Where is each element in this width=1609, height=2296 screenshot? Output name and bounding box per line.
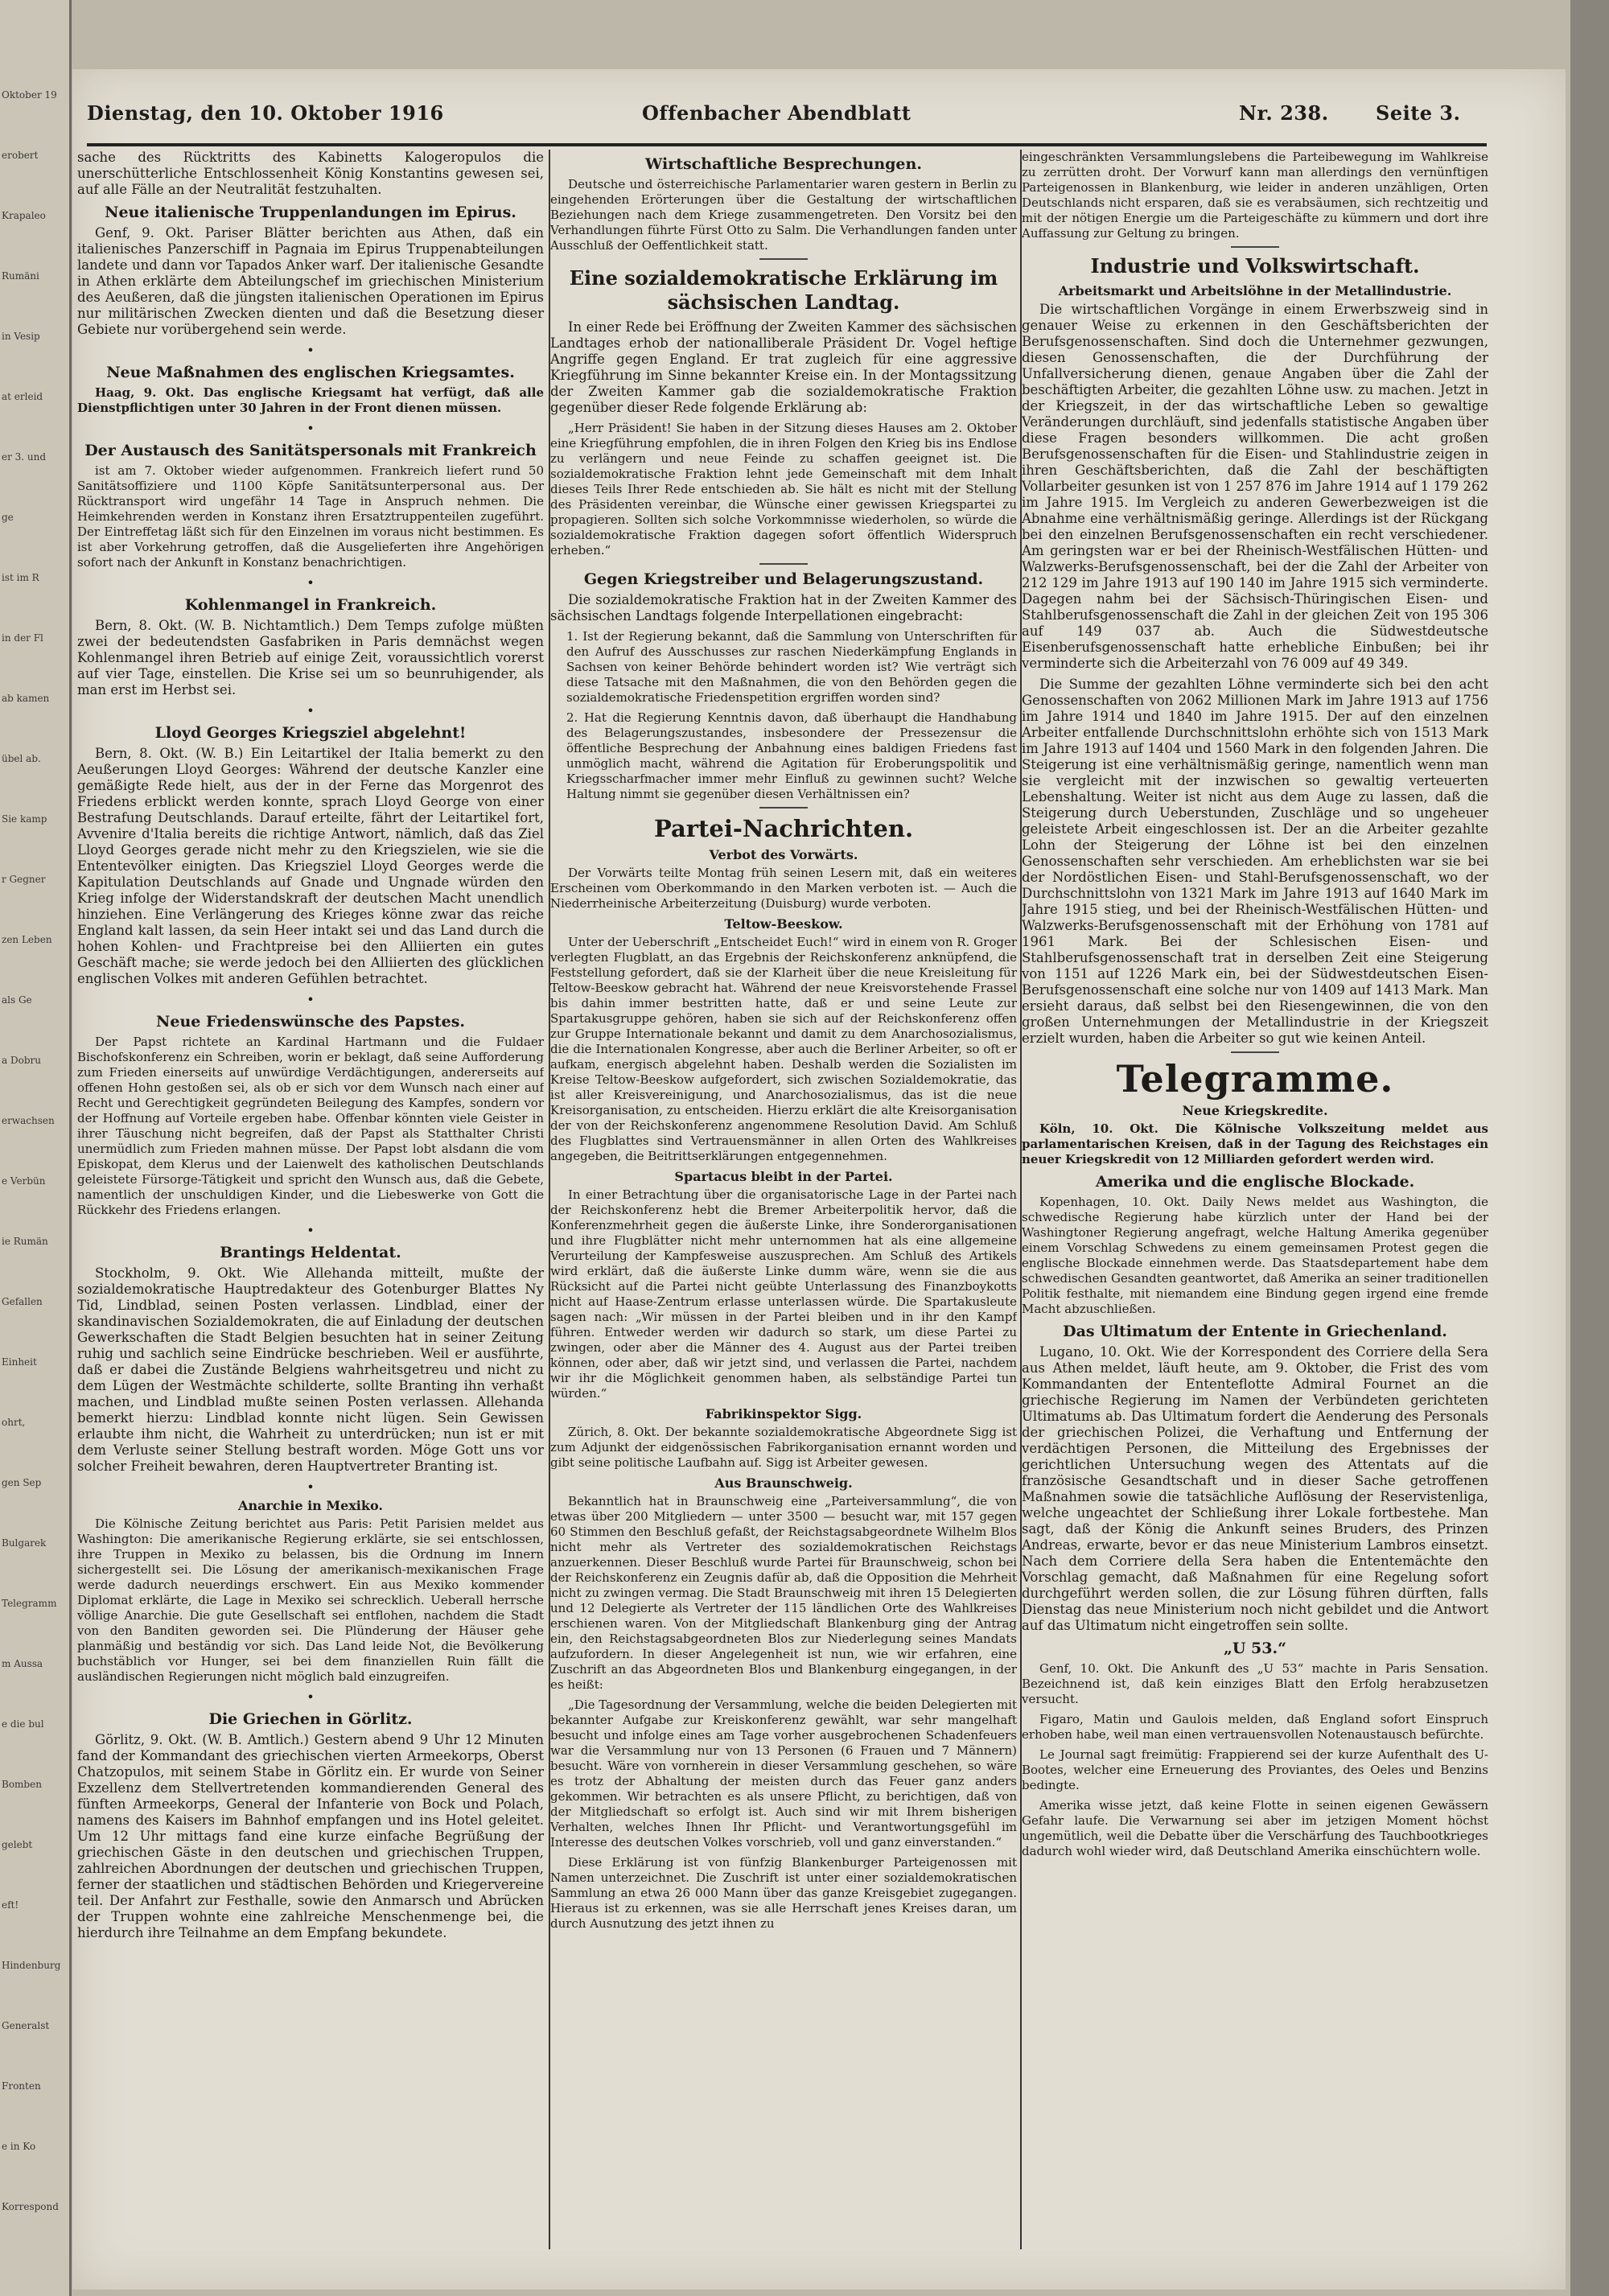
separator-mark: • xyxy=(307,992,315,1007)
adjacent-page-fragment: ab kamen xyxy=(2,693,50,704)
headline-sozialdemokratische-erklaerung: Eine sozialdemokratische Erklärung im sächsischen Landtag. xyxy=(569,266,998,314)
adjacent-page-fragment: Gefallen xyxy=(2,1296,43,1307)
column-1 xyxy=(77,150,544,2249)
adjacent-page-fragment: Bomben xyxy=(2,1779,42,1790)
subhead-vorwaerts: Verbot des Vorwärts. xyxy=(709,847,858,862)
article-sigg: Zürich, 8. Okt. Der bekannte sozialdemokratische Abgeordnete Sigg ist zum Adjunkt der eidgenössischen Fabrikorganisation ernannt worden und gibt seine politische Laufbahn auf. Sigg ist Arbeiter gewesen. xyxy=(550,1425,1017,1470)
adjacent-page-fragment: er 3. und xyxy=(2,451,47,463)
subhead-spartacus: Spartacus bleibt in der Partei. xyxy=(674,1169,893,1184)
adjacent-page-fragment: in der Fl xyxy=(2,632,43,644)
separator-mark: • xyxy=(307,421,315,436)
quote-braunschweig: „Die Tagesordnung der Versammlung, welche die beiden Delegierten mit bekannter Aufgabe zur Kreiskonferenz gewählt, war sehr mangelhaft besucht und infolge eines am Tage vorher ausgebrochenen Schadenfeuers war die Versammlung nur von 13 Personen (6 Frauen und 7 Männern) besucht. Wäre von vornherein in dieser Versammlung geschehen, so wäre es trotz der Abhaltung der meisten durch das Feuer ganz anders gekommen. Wir betrachten es als unsere Pflicht, zu berichtigen, daß von der Mitgliedschaft so erfolgt ist. Auch sind wir mit Ihrem bisherigen Verhalten, welches Ihnen Ihr Pflicht- und Verantwortungsgefühl im Interesse des deutschen Volkes vorschrieb, voll und ganz einverstanden.“ xyxy=(550,1697,1017,1850)
adjacent-page-fragment: Sie kamp xyxy=(2,813,47,825)
separator-rule xyxy=(1231,1051,1279,1053)
article-branting: Stockholm, 9. Okt. Wie Allehanda mitteilt, mußte der sozialdemokratische Hauptredakteur des Gotenburger Blattes Ny Tid, Lindblad, seinen Posten verlassen. Lindblad, einer der skandinavischen Sozialdemokraten, die auf Einladung der deutschen Gewerkschaften die Stadt Belgien besuchten hat in seiner Zeitung ruhig und sachlich seine Eindrücke beschrieben. Weil er ausführte, daß er dabei die Zustände Belgiens wahrheitsgetreu und nicht zu dem Lügen der Westmächte schilderte, sollte Branting ihn verhaßt machen, und Lindblad mußte seinen Posten verlassen. Allehanda bemerkt hierzu: Lindblad konnte nicht lügen. Sein Gewissen erlaubte ihm nicht, die Wahrheit zu unterdrücken; nun ist er mit dem Verluste seiner Stellung bestraft worden. Möge Gott uns vor solcher Freiheit bewahren, deren Hauptvertreter Branting ist. xyxy=(77,1265,544,1474)
article-sozialdemokratische-erklaerung: In einer Rede bei Eröffnung der Zweiten Kammer des sächsischen Landtages erhob der nationalliberale Präsident Dr. Vogel heftige Angriffe gegen England. Er trat zugleich für eine aggressive Kriegführung im Sinne bekannter Kreise ein. In der Montagssitzung der Zweiten Kammer gab die sozialdemokratische Fraktion gegenüber dieser Rede folgende Erklärung ab: xyxy=(550,319,1017,415)
adjacent-page-fragment: erwachsen xyxy=(2,1115,55,1126)
headline-branting: Brantings Heldentat. xyxy=(220,1244,401,1261)
section-partei-nachrichten: Partei-Nachrichten. xyxy=(653,815,914,842)
adjacent-page-fragment: ie Rumän xyxy=(2,1236,48,1247)
adjacent-page-fragment: Oktober 19 xyxy=(2,89,57,101)
article-u53-3: Le Journal sagt freimütig: Frappierend sei der kurze Aufenthalt des U-Bootes, welcher eine Erneuerung des Proviantes, des Oeles und Benzins bedingte. xyxy=(1022,1747,1488,1792)
article-blockade: Kopenhagen, 10. Okt. Daily News meldet aus Washington, die schwedische Regierung habe kürzlich unter der Hand bei der Washingtoner Regierung angefragt, welche Haltung Amerika gegenüber einem Vorschlag Schwedens zu einem gemeinsamen Protest gegen die englische Blockade einnehmen werde. Das Staatsdepartement habe dem schwedischen Gesandten geantwortet, daß Amerika an seiner traditionellen Politik festhalte, mit niemandem eine Bindung gegen irgend eine fremde Macht abzuschließen. xyxy=(1022,1195,1488,1316)
subhead-kriegskredite: Neue Kriegskredite. xyxy=(1182,1103,1328,1118)
article-spartacus: In einer Betrachtung über die organisatorische Lage in der Partei nach der Reichskonferenz hebt die Bremer Arbeiterpolitik hervor, daß die Konferenzmehrheit gegen die äußerste Linke, ihre Sonderorganisationen und ihre Flugblätter nicht mehr unternommen hat als eine allgemeine Verurteilung der Kampfesweise auszusprechen. Am Schluß des Artikels wird erklärt, daß die äußerste Linke dumm wäre, wenn sie die aus Rücksicht auf die Partei nicht geübte Unterlassung des Finanzboykotts nicht auf Haase-Zentrum erlasse unterlassen würde. Die Spartakusleute sagen nach: „Wir müssen in der Partei bleiben und in ihr den Kampf führen. Entweder werden wir dadurch so stark, um diese Partei zu zwingen, oder aber die Männer des 4. August aus der Partei treiben können, oder aber, daß wir jetzt sind, und verlassen die Partei, nachdem wir ihr die Möglichkeit genommen haben, als selbständige Partei tun würden.“ xyxy=(550,1187,1017,1401)
page-number: Seite 3. xyxy=(1376,101,1461,125)
adjacent-page-fragment: Krapaleo xyxy=(2,210,46,221)
adjacent-page-fragment: zen Leben xyxy=(2,934,52,945)
article-ultimatum: Lugano, 10. Okt. Wie der Korrespondent des Corriere della Sera aus Athen meldet, läuft heute, am 9. Oktober, die Frist des vom Kommandanten der Ententeflotte Admiral Fournet an die griechische Regierung im Namen der Verbündeten gerichteten Ultimatums ab. Das Ultimatum fordert die Aenderung des Personals der griechischen Polizei, die Verhaftung und Entfernung der verdächtigen Personen, die Mitteilung des Ergebnisses der gerichtlichen Untersuchung wegen des Attentats auf die französische Gesandtschaft und in dieser Sache getroffenen Maßnahmen sowie die tatsächliche Auflösung der Reservistenliga, welche ungeachtet der Schließung ihrer Lokale fortbestehe. Man sagt, daß der König die Ankunft seines Bruders, des Prinzen Andreas, erwarte, bevor er das neue Ministerium Lambros einsetzt. Nach dem Corriere della Sera haben die Ententemächte den Vorschlag gemacht, daß Maßnahmen für eine Regelung sofort durchgeführt werden sollen, die zur Lösung führen dürften, falls Dienstag das neue Ministerium noch nicht gebildet und die Antwort auf das Ultimatum nicht eingetroffen sein sollte. xyxy=(1022,1344,1488,1633)
article-teltow-beeskow: Unter der Ueberschrift „Entscheidet Euch!“ wird in einem von R. Groger verlegten Flugblatt, an das Ergebnis der Reichskonferenz anknüpfend, die Feststellung gefordert, daß sie der Klarheit über die neue Kreisleitung für Teltow-Beeskow gebracht hat. Während der neue Kreisvorstehende Frassel bis dahin immer bestritten hatte, daß er und seine Leute zur Spartakusgruppe gehören, haben sie sich auf der Reichskonferenz offen zur Gruppe Internationale bekannt und damit zu dem Anarchosozialismus, die die Internationalen Kongresse, aber auch die Berliner Arbeiter, so oft er aufkam, energisch abgelehnt haben. Deshalb werden die Sozialisten im Kreise Teltow-Beeskow aufgefordert, sich zwischen Sozialdemokratie, das ist aller Kreisvereinigung, und Anarchosozialismus, das ist die neue Kreisorganisation, zu entscheiden. Hierzu erklärt die alte Kreisorganisation der von der Reichskonferenz angenommene Resolution David. Am Schluß des Flugblattes sind Vertrauensmänner in allen Orten des Wahlkreises angegeben, die Beitrittserklärungen entgegennehmen. xyxy=(550,935,1017,1163)
article-metallindustrie-1: Die wirtschaftlichen Vorgänge in einem Erwerbszweig sind in genauer Weise zu erkennen in den Geschäftsberichten der Berufsgenossenschaften. Sind doch die Unternehmer gezwungen, diesen Genossenschaften, die der Durchführung der Unfallversicherung dienen, genaue Angaben über die Zahl der beschäftigten Arbeiter, die gezahlten Löhne usw. zu machen. Jetzt in der Kriegszeit, in der das wirtschaftliche Leben so gewaltige Veränderungen durchläuft, sind jedenfalls statistische Angaben über diese Fragen besonders willkommen. Die acht großen Berufsgenossenschaften für die Eisen- und Stahlindustrie zeigen in ihren Geschäftsberichten, daß die Zahl der beschäftigten Vollarbeiter gesunken ist von 1 257 876 im Jahre 1914 auf 1 179 262 im Jahre 1915. Im Vergleich zu anderen Gewerbezweigen ist die Abnahme eine verhältnismäßig geringe. Allerdings ist der Rückgang bei den einzelnen Berufsgenossenschaften ein recht verschiedener. Am geringsten war er bei der Rheinisch-Westfälischen Hütten- und Walzwerks-Berufsgenossenschaft, bei der die Zahl der Arbeiter von 212 129 im Jahre 1913 auf 190 140 im Jahre 1915 sich verminderte. Dagegen nahm bei der Sächsisch-Thüringischen Eisen- und Stahlberufsgenossenschaft die Zahl in der gleichen Zeit von 195 306 auf 149 037 ab. Auch die Südwestdeutsche Eisenberufsgenossenschaft hatte erhebliche Einbußen; bei ihr verminderte sich die Arbeiterzahl von 76 009 auf 49 349. xyxy=(1022,302,1488,671)
adjacent-page-fragment: ge xyxy=(2,512,14,523)
headline-sanitaetspersonal: Der Austausch des Sanitätspersonals mit Frankreich xyxy=(84,442,537,459)
adjacent-page-fragment: Bulgarek xyxy=(2,1537,47,1549)
separator-mark: • xyxy=(307,1223,315,1238)
article-kohlenmangel: Bern, 8. Okt. (W. B. Nichtamtlich.) Dem Temps zufolge müßten zwei der bedeutendsten Gasfabriken in Paris demnächst wegen Kohlenmangel ihren Betrieb auf einige Zeit, voraussichtlich vorerst auf vier Tage, einstellen. Die Krise sei um so beunruhigender, als man erst im Herbst sei. xyxy=(77,618,544,697)
article-kriegsamt: Haag, 9. Okt. Das englische Kriegsamt hat verfügt, daß alle Dienstpflichtigen unter 30 Jahren in der Front dienen müssen. xyxy=(77,385,544,415)
adjacent-page-fragment: ist im R xyxy=(2,572,39,583)
adjacent-page-fragment: at erleid xyxy=(2,391,43,402)
separator-mark: • xyxy=(307,1689,315,1705)
article-kriegskredite: Köln, 10. Okt. Die Kölnische Volkszeitung meldet aus parlamentarischen Kreisen, daß in der Tagung des Reichstages ein neuer Kriegskredit von 12 Milliarden gefordert werden wird. xyxy=(1022,1121,1488,1167)
article-continuation: eingeschränkten Versammlungslebens die Parteibewegung im Wahlkreise zu zerrütten droht. Der Vorwurf kann man allerdings den vernünftigen Parteigenossen in Blankenburg, wie leider in anderen unzähligen, Orten Deutschlands nicht ersparen, daß sie es verabsäumen, sich rechtzeitig und mit der nötigen Energie um die Parteigeschäfte zu kümmern und dort ihre Auffassung zur Geltung zu bringen. xyxy=(1022,150,1488,241)
adjacent-page-fragment: als Ge xyxy=(2,994,32,1006)
adjacent-page-fragment: in Vesip xyxy=(2,331,40,342)
article-continuation: sache des Rücktritts des Kabinetts Kalogeropulos die unerschütterliche Entschlossenheit König Konstantins gewesen sei, auf alle Fälle an der Neutralität festzuhalten. xyxy=(77,150,544,197)
article-braunschweig: Bekanntlich hat in Braunschweig eine „Parteiversammlung“, die von etwas über 200 Mitgliedern — unter 3500 — besucht war, mit 157 gegen 60 Stimmen den Beschluß gefaßt, der Reichstagsabgeordnete Wilhelm Blos nicht mehr als Vertreter des sozialdemokratischen Reichstags anzuerkennen. Dieser Beschluß wurde Partei für Braunschweig, schon bei der Reichskonferenz ein Zeugnis dafür ab, daß die Opposition die Mehrheit nicht zu zwingen vermag. Die Stadt Braunschweig mit ihren 15 Delegierten und 12 Delegierte als Vertreter der 115 ländlichen Orte des Wahlkreises erschienen waren. Von der Mitgliedschaft Blankenburg ging der Antrag ein, den Reichstagsabgeordneten Blos zur Niederlegung seines Mandats aufzufordern. In dieser Angelegenheit ist nun, wie wir erfahren, eine Zuschrift an das Abgeordneten Blos und Blankenburg eingegangen, in der es heißt: xyxy=(550,1494,1017,1692)
issue-date: Dienstag, den 10. Oktober 1916 xyxy=(87,101,444,125)
subhead-teltow-beeskow: Teltow-Beeskow. xyxy=(724,916,843,932)
adjacent-page-fragment: Generalst xyxy=(2,2020,50,2031)
article-braunschweig-end: Diese Erklärung ist von fünfzig Blankenburger Parteigenossen mit Namen unterzeichnet. Die Zuschrift ist unter einer sozialdemokratischen Sammlung an etwa 26 000 Mann über das ganze Kreisgebiet zugegangen. Hieraus ist zu erkennen, was sie alle Herrschaft jenes Kreises daran, um durch Ausnutzung des jetzt ihnen zu xyxy=(550,1855,1017,1931)
adjacent-page-fragment: gelebt xyxy=(2,1839,33,1850)
separator-rule xyxy=(759,807,808,809)
adjacent-page-fragment: ohrt, xyxy=(2,1417,26,1428)
adjacent-page-fragment: Rumäni xyxy=(2,270,39,282)
article-sanitaetspersonal: ist am 7. Oktober wieder aufgenommen. Frankreich liefert rund 50 Sanitätsoffiziere und 1100 Köpfe Sanitätsunterpersonal aus. Der Rücktransport wird ungefähr 14 Tage in Anspruch nehmen. Die Heimkehrenden werden in Konstanz ihren Ersatztruppenteilen zugeführt. Der Eintreffetag läßt sich für den Einzelnen im voraus nicht bestimmen. Es ist aber Vorkehrung getroffen, daß die Ausgelieferten ihre Angehörigen sofort nach der Ankunft in Konstanz benachrichtigen. xyxy=(77,463,544,570)
headline-kriegstreiber: Gegen Kriegstreiber und Belagerungszustand. xyxy=(583,570,984,588)
masthead xyxy=(87,101,1487,146)
adjacent-page-fragment: erobert xyxy=(2,150,39,161)
separator-mark: • xyxy=(307,1479,315,1495)
article-u53-4: Amerika wisse jetzt, daß keine Flotte in seinen eigenen Gewässern Gefahr laufe. Die Verwarnung sei aber im jetzigen Moment höchst ungemütlich, weil die Debatte über die Verschärfung des Tauchbootkrieges dadurch wohl wieder wird, daß Deutschland Amerika einschüchtern wolle. xyxy=(1022,1798,1488,1858)
subhead-ultimatum: Das Ultimatum der Entente in Griechenland. xyxy=(1063,1323,1447,1340)
adjacent-page-fragment: r Gegner xyxy=(2,874,46,885)
article-mexiko: Die Kölnische Zeitung berichtet aus Paris: Petit Parisien meldet aus Washington: Die amerikanische Regierung erklärte, sie sei entschlossen, ihre Truppen in Mexiko zu belassen, bis die Ordnung im Innern sichergestellt sei. Die Lösung der amerikanisch-mexikanischen Frage werde dadurch neuerdings erschwert. Ein aus Mexiko kommender Diplomat erklärte, die Lage in Mexiko sei schrecklich. Ueberall herrsche völlige Anarchie. Die gute Gesellschaft sei entflohen, nachdem die Stadt von den Banditen geworden sei. Die Plünderung der Häuser gehe planmäßig und beständig vor sich. Das Land leide Not, die Bevölkerung buchstäblich vor Hunger, sei bei dem finanziellen Ruin fällt die ausländischen Regierungen nicht möglich bald einzugreifen. xyxy=(77,1516,544,1684)
subhead-u53: „U 53.“ xyxy=(1223,1640,1287,1657)
adjacent-page-fragment: übel ab. xyxy=(2,753,41,764)
adjacent-page-fragment: e Verbün xyxy=(2,1175,46,1187)
subhead-metallindustrie: Arbeitsmarkt und Arbeitslöhne in der Metallindustrie. xyxy=(1058,283,1452,298)
adjacent-page-fragment: Einheit xyxy=(2,1356,37,1368)
quote-erklaerung: „Herr Präsident! Sie haben in der Sitzung dieses Hauses am 2. Oktober eine Kriegführung empfohlen, die in ihren Folgen den Krieg bis ins Endlose zu verlängern und neue Feinde zu schaffen geeignet ist. Die sozialdemokratische Fraktion lehnt jede Gemeinschaft mit dem Inhalt dieses Teils Ihrer Rede entschieden ab. Sie hält es nicht mit der Stellung des Präsidenten vereinbar, die Wünsche einer gewissen Kriegspartei zu propagieren. Sollten sich solche Vorkommnisse wiederholen, so würde die sozialdemokratische Fraktion dagegen sofort öffentlich Widerspruch erheben.“ xyxy=(550,421,1017,558)
article-wirtschaftliche-besprechungen: Deutsche und österreichische Parlamentarier waren gestern in Berlin zu eingehenden Erörterungen über die Gestaltung der wirtschaftlichen Beziehungen nach dem Kriege zusammengetreten. Den Vorsitz bei den Verhandlungen führte Fürst Otto zu Salm. Die Verhandlungen fanden unter Ausschluß der Oeffentlichkeit statt. xyxy=(550,177,1017,253)
headline-lloyd-george: Lloyd Georges Kriegsziel abgelehnt! xyxy=(154,724,467,742)
subhead-braunschweig: Aus Braunschweig. xyxy=(714,1475,853,1491)
article-papst: Der Papst richtete an Kardinal Hartmann und die Fuldaer Bischofskonferenz ein Schreiben, worin er beklagt, daß seine Aufforderung zum Frieden einerseits auf unwürdige Verdächtigungen, andererseits auf offenen Hohn gestoßen sei, als ob er sich vor dem Wunsch nach einer auf Recht und Gerechtigkeit gegründeten Beilegung des Kampfes, sondern vor der Hoffnung auf Vorteile ergeben habe. Offenbar könnten viele Geister in ihrer Täuschung nicht begreifen, daß der Papst als Statthalter Christi unermüdlich zum Frieden mahnen müsse. Der Papst lobt alsdann die vom Episkopat, dem Klerus und der Laienwelt des katholischen Deutschlands geleistete Fürsorge-Tätigkeit und spricht den Wunsch aus, daß die Gebete, namentlich der unschuldigen Kinder, und die Liebeswerke von Gott die Rückkehr des Friedens erlangen. xyxy=(77,1035,544,1217)
adjacent-page-fragment: gen Sep xyxy=(2,1477,42,1488)
issue-number: Nr. 238. xyxy=(1239,101,1329,125)
headline-mexiko: Anarchie in Mexiko. xyxy=(238,1498,383,1513)
adjacent-page-fragment: e in Ko xyxy=(2,2141,36,2152)
adjacent-page-fragment: a Dobru xyxy=(2,1055,41,1066)
headline-kriegsamt: Neue Maßnahmen des englischen Kriegsamtes. xyxy=(106,364,515,381)
separator-mark: • xyxy=(307,575,315,590)
subhead-blockade: Amerika und die englische Blockade. xyxy=(1095,1173,1415,1191)
separator-rule xyxy=(1231,246,1279,248)
adjacent-page-fragment: Fronten xyxy=(2,2080,41,2092)
subhead-sigg: Fabrikinspektor Sigg. xyxy=(705,1406,862,1422)
article-griechen-goerlitz: Görlitz, 9. Okt. (W. B. Amtlich.) Gestern abend 9 Uhr 12 Minuten fand der Kommandant des griechischen vierten Armeekorps, Oberst Chatzopulos, mit seinem Stabe in Görlitz ein. Er wurde von Seiner Exzellenz dem Stellvertretenden kommandierenden General des fünften Armeekorps, General der Infanterie von Bock und Polach, namens des Kaisers im Bahnhof empfangen und ins Hotel geleitet. Um 12 Uhr mittags fand eine kurze einfache Begrüßung der griechischen Gäste in den deutschen und griechischen Truppen, zahlreichen Abordnungen der deutschen und griechischen Truppen, ferner der staatlichen und städtischen Behörden und Kriegervereine teil. Der Anfahrt zur Festhalle, sowie den Anmarsch und Abrücken der Truppen wohnte eine zahlreiche Menschenmenge bei, die hierdurch ihre Teilnahme an dem Empfang bekundete. xyxy=(77,1732,544,1940)
section-industrie-volkswirtschaft: Industrie und Volkswirtschaft. xyxy=(1090,254,1420,278)
newspaper-page xyxy=(72,69,1566,2290)
interpellation-2: 2. Hat die Regierung Kenntnis davon, daß überhaupt die Handhabung des Belagerungszustandes, insbesondere der Pressezensur die öffentliche Besprechung der Anbahnung eines baldigen Friedens fast unmöglich macht, während die Agitation für Eroberungspolitik und Kriegsscharfmacher immer mehr Einfluß zu gewinnen sucht? Welche Haltung nimmt sie gegenüber diesen Verhältnissen ein? xyxy=(566,710,1017,801)
column-3 xyxy=(1022,150,1488,2249)
adjacent-page-strip xyxy=(0,0,72,2296)
binding-edge xyxy=(1570,0,1609,2296)
adjacent-page-fragment: m Aussa xyxy=(2,1658,43,1669)
masthead-rule xyxy=(87,143,1487,146)
adjacent-page-fragment: e die bul xyxy=(2,1718,44,1730)
adjacent-page-fragment: eft! xyxy=(2,1899,19,1911)
article-metallindustrie-2: Die Summe der gezahlten Löhne verminderte sich bei den acht Genossenschaften von 2062 Millionen Mark im Jahre 1913 auf 1756 im Jahre 1914 und 1840 im Jahre 1915. Der auf den einzelnen Arbeiter entfallende Durchschnittslohn erhöhte sich von 1513 Mark im Jahre 1913 auf 1404 und 1560 Mark in den folgenden Jahren. Die Steigerung ist eine verhältnismäßig geringe, namentlich wenn man sie vergleicht mit der inzwischen so gewaltig verteuerten Lebenshaltung. Weiter ist nicht aus dem Auge zu lassen, daß die Steigerung durch Ueberstunden, Zuschläge und so ungeheuer geleistete Arbeit eingeschlossen ist. Der an die Arbeiter gezahlte Lohn der Steigerung der Löhne ist bei den einzelnen Genossenschaften sehr verschieden. Am erheblichsten war sie bei der Nordöstlichen Eisen- und Stahl-Berufsgenossenschaft, wo der Durchschnittslohn von 1321 Mark im Jahre 1913 auf 1640 Mark im Jahre 1915 stieg, und bei der Rheinisch-Westfälischen Hütten- und Walzwerks-Berufsgenossenschaft mit der Erhöhung von 1781 auf 1961 Mark. Bei der Schlesischen Eisen- und Stahlberufsgenossenschaft trat in derselben Zeit eine Steigerung von 1151 auf 1226 Mark ein, bei der Südwestdeutschen Eisen-Berufsgenossenschaft eine solche nur von 1409 auf 1413 Mark. Man ersieht daraus, daß selbst bei den Riesengewinnen, die von den großen Unternehmungen der Metallindustrie in der Kriegszeit erzielt wurden, haben die Arbeiter so gut wie keinen Anteil. xyxy=(1022,677,1488,1046)
article-vorwaerts: Der Vorwärts teilte Montag früh seinen Lesern mit, daß ein weiteres Erscheinen vom Oberkommando in den Marken verboten ist. — Auch die Niederrheinische Arbeiterzeitung (Duisburg) wurde verboten. xyxy=(550,866,1017,911)
headline-wirtschaftliche-besprechungen: Wirtschaftliche Besprechungen. xyxy=(645,155,922,173)
newspaper-title: Offenbacher Abendblatt xyxy=(642,101,911,125)
headline-kohlenmangel: Kohlenmangel in Frankreich. xyxy=(184,596,437,614)
headline-griechen-goerlitz: Die Griechen in Görlitz. xyxy=(208,1710,413,1728)
adjacent-page-fragment: Korrespond xyxy=(2,2201,59,2212)
interpellation-1: 1. Ist der Regierung bekannt, daß die Sammlung von Unterschriften für den Aufruf des Ausschusses zur raschen Niederkämpfung Englands in Sachsen von keiner Behörde behindert worden ist? Wie verträgt sich diese Tatsache mit den Maßnahmen, die von den Behörden gegen die sozialdemokratische Friedenspetition ergriffen worden sind? xyxy=(566,629,1017,705)
separator-rule xyxy=(759,563,808,565)
adjacent-page-fragment: Hindenburg xyxy=(2,1960,61,1971)
section-telegramme: Telegramme. xyxy=(1116,1057,1394,1101)
separator-mark: • xyxy=(307,343,315,358)
article-kriegstreiber: Die sozialdemokratische Fraktion hat in der Zweiten Kammer des sächsischen Landtags folgende Interpellationen eingebracht: xyxy=(550,592,1017,623)
article-u53-1: Genf, 10. Okt. Die Ankunft des „U 53“ machte in Paris Sensation. Bezeichnend ist, daß kein einziges Blatt den Erfolg herabzusetzen versucht. xyxy=(1022,1661,1488,1706)
separator-rule xyxy=(759,258,808,260)
separator-mark: • xyxy=(307,703,315,718)
article-lloyd-george: Bern, 8. Okt. (W. B.) Ein Leitartikel der Italia bemerkt zu den Aeußerungen Lloyd Georges: Während der deutsche Kanzler eine gemäßigte Rede hielt, aus der in der Ferne das Morgenrot des Friedens erblickt werden konnte, sprach Lloyd George von einer Bestrafung Deutschlands. Darauf erteilte, fährt der Leitartikel fort, Avvenire d'Italia bereits die richtige Antwort, nämlich, daß das Ziel Lloyd Georges gerade nicht mehr zu den Kriegszielen, wie sie die Ententevölker einigten. Das Kriegsziel Lloyd Georges werde die Kapitulation Deutschlands auf Gnade und Ungnade würden den Krieg infolge der Widerstandskraft der deutschen Macht unendlich hinziehen. Eine Verlängerung des Krieges könne zwar das reiche England kalt lassen, da sein Heer intakt sei und das Land durch die hohen Kohlen- und Frachtpreise bei den Alliierten ein gutes Geschäft mache; sie werde jedoch bei den Alliierten des glücklichen englischen Volkes mit anderen Gefühlen betrachtet. xyxy=(77,746,544,986)
headline-papst: Neue Friedenswünsche des Papstes. xyxy=(155,1013,466,1031)
article-u53-2: Figaro, Matin und Gaulois melden, daß England sofort Einspruch erhoben habe, weil man einen vertrauensvollen Notenaustausch befürchte. xyxy=(1022,1712,1488,1742)
column-2 xyxy=(550,150,1017,2249)
headline-epirus: Neue italienische Truppenlandungen im Epirus. xyxy=(105,204,516,221)
article-epirus: Genf, 9. Okt. Pariser Blätter berichten aus Athen, daß ein italienisches Panzerschiff in Pagnaia im Epirus Truppenabteilungen landete und dann vor Tapados Anker warf. Der italienische Gesandte in Athen erklärte dem Abteilungschef im griechischen Ministerium des Aeußeren, daß die jüngsten italienischen Operationen im Epirus nur militärischen Zwecken dienten und daß die Besetzung dieser Gebiete nur vorübergehend sein werde. xyxy=(77,225,544,337)
adjacent-page-fragment: Telegramm xyxy=(2,1598,57,1609)
